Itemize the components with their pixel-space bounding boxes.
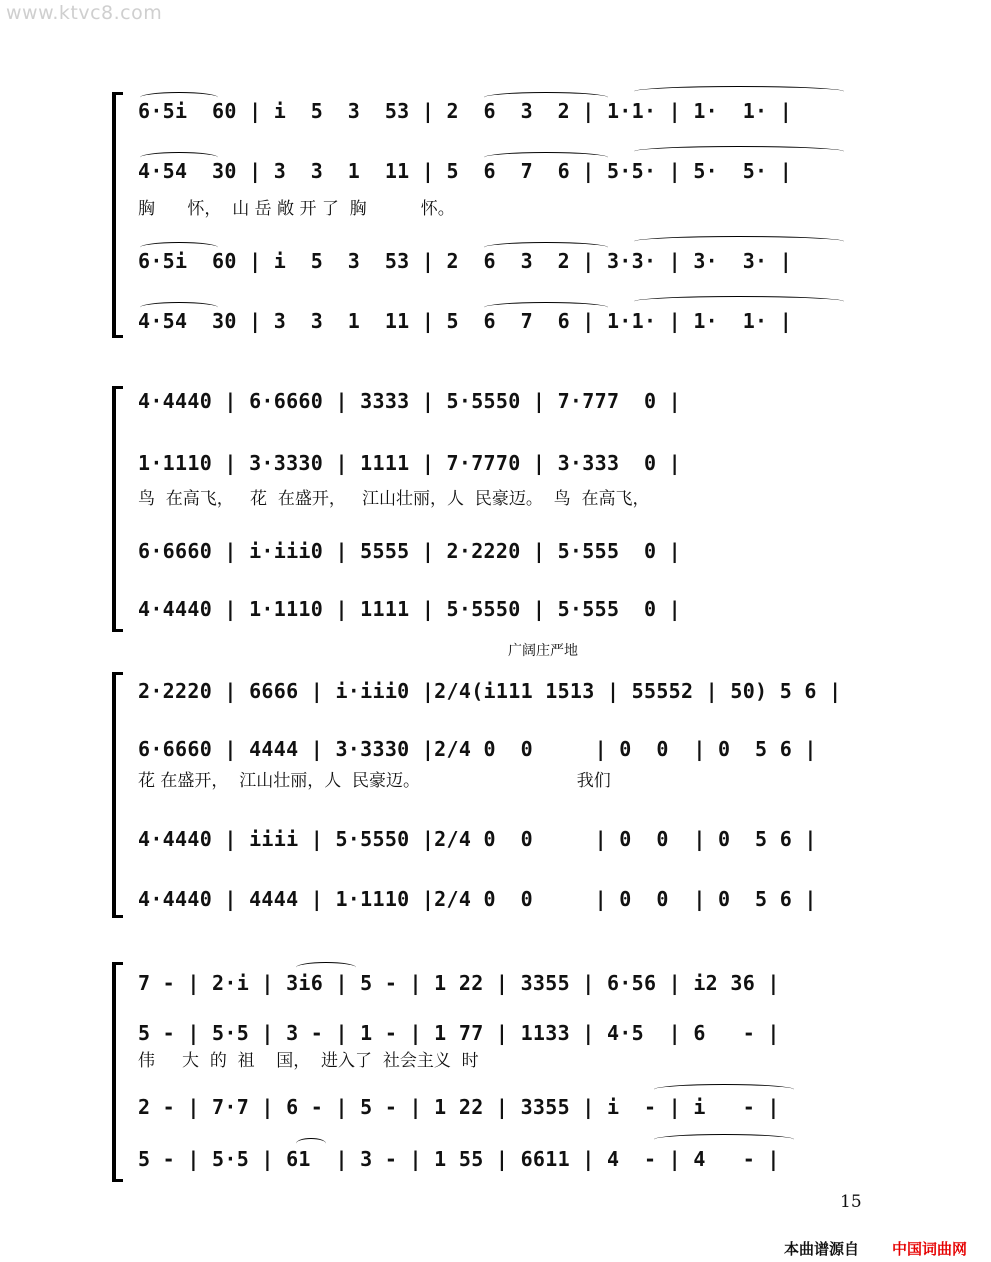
- staff-bass: [0, 884, 991, 914]
- slur: [634, 86, 844, 97]
- slur: [634, 296, 844, 307]
- tempo-marking: 广阔庄严地: [508, 643, 578, 659]
- slur: [140, 302, 218, 313]
- notation-line: 4·4440 | 1·1110 | 1111 | 5·5550 | 5·555 0 |: [138, 597, 682, 621]
- staff-bass: [0, 594, 991, 624]
- staff-soprano: [0, 968, 991, 998]
- staff-tenor: [0, 1092, 991, 1122]
- source-label: 本曲谱源自: [784, 1240, 860, 1258]
- staff-alto: [0, 734, 991, 764]
- staff-soprano: [0, 676, 991, 706]
- staff-tenor: [0, 824, 991, 854]
- notation-line: 2·2220 | 6666 | i·iii0 |2/4(i111 1513 | 55552 | 50) 5 6 |: [138, 679, 842, 703]
- notation-line: 6·5i 60 | i 5 3 53 | 2 6 3 2 | 3·3· | 3· 3· |: [138, 249, 793, 273]
- notation-line: 4·54 30 | 3 3 1 11 | 5 6 7 6 | 1·1· | 1· 1· |: [138, 309, 793, 333]
- notation-line: 4·4440 | iiii | 5·5550 |2/4 0 0 | 0 0 | 0 5 6 |: [138, 827, 817, 851]
- page-number: 15: [840, 1192, 862, 1212]
- lyric-line: 伟 大 的 祖 国， 进入了 社会主义 时: [138, 1051, 479, 1071]
- slur: [654, 1084, 794, 1095]
- lyric-line: 花 在盛开， 江山壮丽，人 民豪迈。 我们: [138, 771, 611, 791]
- notation-line: 5 - | 5·5 | 3 - | 1 - | 1 77 | 1133 | 4·5 | 6 - |: [138, 1021, 780, 1045]
- notation-line: 4·4440 | 6·6660 | 3333 | 5·5550 | 7·777 0 |: [138, 389, 682, 413]
- slur: [140, 152, 218, 163]
- notation-line: 5 - | 5·5 | 61 | 3 - | 1 55 | 6611 | 4 - | 4 - |: [138, 1147, 780, 1171]
- system-bracket: [112, 672, 121, 918]
- staff-bass: [0, 1144, 991, 1174]
- notation-line: 7 - | 2·i | 3i6 | 5 - | 1 22 | 3355 | 6·56 | i2 36 |: [138, 971, 780, 995]
- notation-line: 4·54 30 | 3 3 1 11 | 5 6 7 6 | 5·5· | 5· 5· |: [138, 159, 793, 183]
- notation-line: 1·1110 | 3·3330 | 1111 | 7·7770 | 3·333 0 |: [138, 451, 682, 475]
- notation-line: 4·4440 | 4444 | 1·1110 |2/4 0 0 | 0 0 | 0 5 6 |: [138, 887, 817, 911]
- slur: [654, 1134, 794, 1145]
- slur: [484, 242, 608, 253]
- staff-alto: [0, 1018, 991, 1048]
- staff-tenor: [0, 536, 991, 566]
- notation-line: 6·6660 | 4444 | 3·3330 |2/4 0 0 | 0 0 | 0 5 6 |: [138, 737, 817, 761]
- notation-line: 6·6660 | i·iii0 | 5555 | 2·2220 | 5·555 0 |: [138, 539, 682, 563]
- site-name-link[interactable]: 中国词曲网: [892, 1240, 968, 1258]
- staff-soprano: [0, 386, 991, 416]
- slur: [296, 962, 356, 973]
- slur: [634, 236, 844, 247]
- slur: [634, 146, 844, 157]
- lyric-line: 鸟 在高飞， 花 在盛开， 江山壮丽，人 民豪迈。 鸟 在高飞，: [138, 489, 650, 509]
- system-bracket: [112, 92, 121, 338]
- slur: [484, 92, 608, 103]
- lyric-line: 胸 怀， 山 岳 敞 开 了 胸 怀。: [138, 199, 455, 219]
- watermark: www.ktvc8.com: [6, 2, 163, 24]
- slur: [140, 242, 218, 253]
- notation-line: 6·5i 60 | i 5 3 53 | 2 6 3 2 | 1·1· | 1· 1· |: [138, 99, 793, 123]
- slur: [484, 152, 608, 163]
- slur: [484, 302, 608, 313]
- notation-line: 2 - | 7·7 | 6 - | 5 - | 1 22 | 3355 | i - | i - |: [138, 1095, 780, 1119]
- staff-alto: [0, 448, 991, 478]
- slur: [140, 92, 218, 103]
- slur: [296, 1138, 326, 1149]
